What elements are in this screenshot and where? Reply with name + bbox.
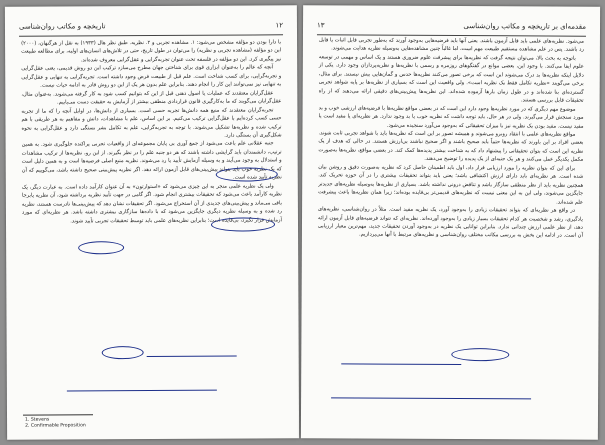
left-paragraph-4: تجربه‌گرایان معتقدند که منبع همه دانش‌ها تجربه حسی است. بسیاری از دانش‌ها، در اوایل آنچه را که ما از تجربه حسی کسب کرده‌ایم با عقل‌گرایی ترکیب می‌کنیم. بر این اساس، علم با مشاهدات، دانش و مفاهیم به هر طریقی با هم ترکیب شده و نظریه‌ها تشکیل می‌شوند. با توجه به تجربه‌گرایی، علم به تکامل بشر بستگی دارد و عقل‌گرایی به نحوه شکل‌گیری آن بستگی دارد. [21,106,282,139]
right-page-body [318,36,584,240]
footnote-2: 2. Confirmable Proposition [25,423,86,430]
left-paragraph-1: با دارا بودن دو مؤلفه مشخص می‌شود: ۱. مشاهده تجربی و ۲. نظریه. طبق نظر هال (۱۹۳۳) به نقل از هرگنهان، (۲۰۰۰) این دو مؤلفه (مشاهده تجربی و نظریه) را می‌توان در طول تاریخ، حتی در تلاش‌های انسان‌های اولیه، برای مطالعه طبیعت نیز پیگیری کرد. این دو مؤلفه در فلسفه تحت عنوان تجربه‌گرایی و عقل‌گرایی معروف شده‌اند. [21,39,282,64]
pen-circle-annotation [451,348,509,361]
right-paragraph-1: می‌شود. نظریه‌های علمی باید قابل آزمون باشند. یعنی آنها باید فرضیه‌هایی به‌وجود آورند که به‌طور تجربی قابل اثبات یا قابل رد باشند. پس در علم مشاهده مستقیم طبیعت مهم است، اما غالباً چنین مشاهده‌هایی به‌وسیله نظریه هدایت می‌شوند. [318,37,584,54]
pen-underline-annotation [341,363,461,365]
left-paragraph-6: ولی یک نظریه علمی منجر به این چیزی می‌شود که «استوارتون» به آن عنوان کارآمد داده است. به عبارت دیگر، یک نظریه کارآمد باعث می‌شود که تحقیقات بیشتری انجام شود. اگر گامی در جهت تأیید نظریه برداشته شود، آن نظریه پابرجا باقی می‌ماند و پیش‌بینی‌های جدیدی از آن استخراج می‌شود. اگر تحقیقات نشان دهد که پیش‌بینی‌ها نادرست هستند، نظریه رد شده و به وسیله نظریه دیگری جایگزین می‌شود که با داده‌ها سازگاری بیشتری داشته باشد. هر نظریه‌ای که مورد آزمایش قرار نگیرد، بی‌فایده است؛ بنابراین نظریه‌های علمی باید توسط تحقیقات تجربی تأیید شوند. [21,183,283,224]
pen-circle-annotation [102,346,144,359]
left-page-body [21,38,282,225]
right-paragraph-4: مواقع نظریه‌های علمی با انتقاد روبرو می‌شوند و همیشه تصور بر این است که نظریه‌ها باید با شواهد تجربی ثابت شوند. بعضی افراد بر این باورند که نظریه‌ها حتماً باید صحیح باشند و اگر صحیح نباشند بی‌ارزش هستند. در حالی که هدف از یک نظریه این است که بتوان تحقیقاتی را پیشنهاد داد که به شناخت بیشتر پدیده‌ها کمک کند. در بعضی مواقع، نظریه‌ها به‌صورت مکمل یکدیگر عمل می‌کنند و هر یک جنبه‌ای از یک پدیده را توضیح می‌دهند. [318,130,584,164]
right-page-number: ۱۳ [317,21,325,30]
left-page-header-title: تاریخچه و مکاتب روان‌شناسی [18,22,106,31]
footnote-1: 1. Stevens [25,417,50,423]
left-header-rule [19,34,283,36]
right-paragraph-2: باتوجه به بحث بالا، می‌توان نتیجه گرفت که نظریه‌ها برای پیشرفت علوم ضروری هستند و یک اساس و مهمی در توسعه علوم ایفا می‌کنند. با وجود این، بعضی موانع در گفتگوهای روزمره و رسمی با نظریه‌ها و نظریه‌پردازان وجود دارد. یکی از دلایل اینکه نظریه‌ها بد درک می‌شوند این است که برخی تصور می‌کنند نظریه‌ها حدس و گمان‌هایی بیش نیستند. برای مثال، برخی می‌گویند «نظریه تکامل فقط یک نظریه است». ولی واقعیت این است که بسیاری از نظریه‌ها بر پایه شواهد تجربی گسترده‌ای بنا شده‌اند و در طول زمان بارها آزموده شده‌اند. این نظریه‌ها پیش‌بینی‌های دقیقی ارائه می‌دهند که از راه تحقیقات قابل بررسی هستند. [318,54,584,104]
footnotes [25,417,86,430]
right-page-header-title: مقدمه‌ای بر تاریخچه و مکاتب روان‌شناسی [463,22,587,31]
left-page-number: ۱۲ [275,21,283,30]
right-page-header [317,19,586,32]
pen-underline-annotation [147,356,237,357]
pen-underline-annotation [331,397,531,399]
left-paragraph-2: آنچه که عالم را به‌عنوان ابزاری قوی برای شناختن جهان مطرح می‌سازد ترکیب این دو روش قدیمی، یعنی عقل‌گرایی و تجربه‌گرایی، برای کسب شناخت است. علم قبل از طبیعت فرض وجود داشته است. تجربه‌گرایی به تنهایی و عقل‌گرایی به تنهایی نیز نمی‌توانند این کار را انجام دهند. بنابراین علم بدون هر یک از این دو روش قادر به ادامه حیات نیست. [21,64,282,89]
footnote-rule [23,414,93,415]
left-page-header [19,19,283,32]
left-page [5,5,299,440]
right-paragraph-3: موضوع مهم دیگری که در مورد نظریه‌ها وجود دارد این است که در بعضی مواقع نظریه‌ها با فرضیه‌های ارزشی خوب و بد مورد سنجش قرار می‌گیرند. ولی در هر حال، باید توجه داشت که نظریه خوب یا بد وجود ندارد. هر نظریه‌ای یا مفید است یا مفید نیست. مفید بودن یک نظریه نیز با میزان تحقیقاتی که به‌وجود می‌آورد سنجیده می‌شود. [318,104,584,130]
right-paragraph-6: در واقع هر نظریه‌ای که بتواند تحقیقات زیادی را به‌وجود آورد، یک نظریه مفید است. مثلاً در روان‌شناسی، نظریه‌های یادگیری، رشد و شخصیت هر کدام تحقیقات بسیار زیادی را به‌وجود آورده‌اند. نظریه‌ای که نتواند فرضیه‌های قابل آزمون ارائه دهد، از نظر علمی ارزش چندانی ندارد. بنابراین توانایی یک نظریه در به‌وجود آوردن تحقیقات جدید، مهم‌ترین معیار ارزیابی آن است. در ادامه این بخش به بررسی مکاتب مختلف روان‌شناسی و نظریه‌های مرتبط با آنها می‌پردازیم. [317,206,584,240]
right-page [301,5,600,440]
pen-underline-annotation [67,390,217,392]
pen-circle-annotation [78,241,124,254]
left-paragraph-3: عقل‌گرایان معتقدند که عملیات یا اصول ذهنی قبل از این که بتوانیم کسب شود به کار گرفته می‌شوند. به‌عنوان مثال، عقل‌گرایان می‌گویند که ما به‌کارگیری قانون قراردادی منطقی بیشتر از آزمایش به حقیقت دست می‌یابیم. [21,90,282,106]
left-paragraph-5: جنبه عقلانی علم باعث می‌شود از جمع آوری بی پایان مجموعه‌ای از واقعیات تجربی پراکنده جلوگیری شود. به همین ترتیب، دانشمندان باید گرایشی داشته باشند که هر دو جنبه علم را در نظر بگیرند. از این رو، نظریه‌ها از ترکیب مشاهدات و استدلال به وجود می‌آیند و به وسیله آزمایش تأیید یا رد می‌شوند. نظریه منبع اصلی فرضیه‌ها است و به همین دلیل است که یک نظریه خوب باید بتواند پیش‌بینی‌های قابل آزمون ارائه دهد. اگر نظریه پیش‌بینی صحیح داشته باشد، می‌گوییم که آن نظریه تأیید شده است. [21,140,282,181]
right-paragraph-5: برای این که بتوان نظریه را مورد ارزیابی قرار داد، اول باید اطمینان حاصل کرد که نظریه به‌صورت دقیق و روشن بیان شده است. هر نظریه‌ای باید دارای ارزش اکتشافی باشد؛ یعنی باید بتواند تحقیقات بیشتری را در آن حوزه تحریک کند. همچنین نظریه باید از نظر منطقی سازگار باشد و تناقض درونی نداشته باشد. بسیاری از نظریه‌ها به‌وسیله نظریه‌های جدیدتر جایگزین می‌شوند، ولی این به این معنی نیست که نظریه‌های قدیمی‌تر بی‌فایده بوده‌اند؛ زیرا همان نظریه‌ها باعث پیشرفت علم شده‌اند. [318,164,584,206]
